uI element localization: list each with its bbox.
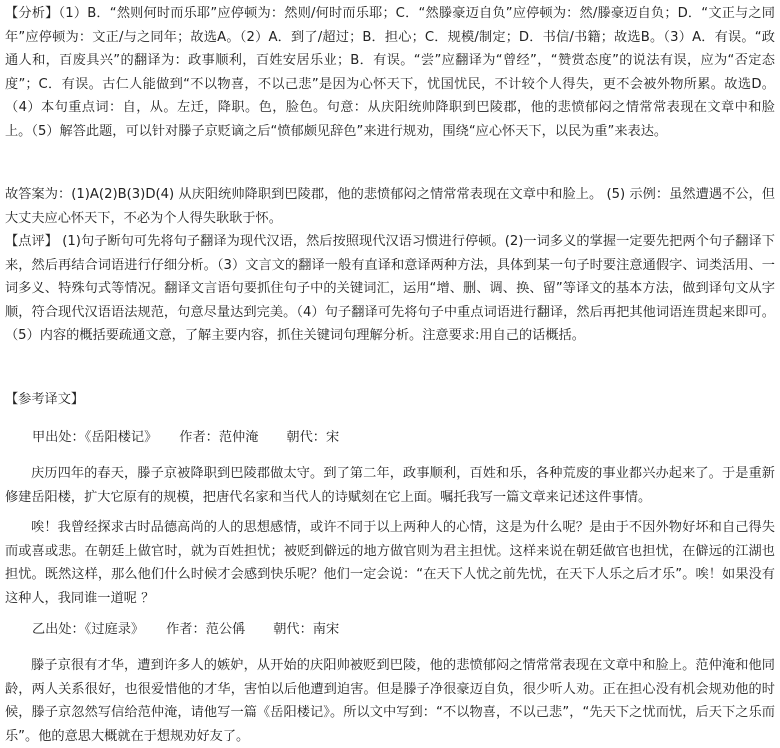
jia-paragraph-2: 唉！我曾经探求古时品德高尚的人的思想感情，或许不同于以上两种人的心情，这是为什么呢？是由于不因外物好坏和自己得失而或喜或悲。在朝廷上做官时，就为百姓担忧；被贬到僻远的地方做官则为君主担忧。这样来说在朝廷做官也担忧，在僻远的江湖也担忧。既然这样，那么他们什么时候才会感到快乐呢？他们一定会说：“在天下人忧之前先忧，在天下人乐之后才乐”。唉！如果没有这种人，我同谁一道呢 ？ xyxy=(5,520,775,606)
yi-source: 乙出处：《过庭录》 xyxy=(32,622,145,637)
yi-dynasty: 朝代：南宋 xyxy=(273,622,340,637)
comment-paragraph: 【点评】 (1)句子断句可先将句子翻译为现代汉语，然后按照现代汉语习惯进行停顿。(2)一词多义的掌握一定要先把两个句子翻译下来，然后再结合词语进行仔细分析。（3）文言文的翻译一般有直译和意译两种方法，具体到某一句子时要注意通假字、词类活用、一词多义、特殊句式等情况。翻译文言语句要抓住句子中的关键词汇，运用“增、删、调、换、留”等译文的基本方法，做到译句文从字顺，符合现代汉语语法规范，句意尽量达到完美。（4）句子翻译可先将句子中重点词语进行翻译，然后再把其他词语连贯起来即可。（5）内容的概括要疏通文意，了解主要内容，抓住关键词句理解分析。注意要求:用自己的话概括。 xyxy=(5,234,775,343)
yi-source-line xyxy=(32,618,772,642)
jia-author: 作者：范仲淹 xyxy=(179,430,259,445)
answer-paragraph: 故答案为：(1)A(2)B(3)D(4) 从庆阳统帅降职到巴陵郡，他的悲愤郁闷之情常常表现在文章中和脸上。 (5) 示例：虽然遭遇不公，但大丈夫应心怀天下，不必为个人得失耿耿于怀。 xyxy=(5,187,775,226)
yi-paragraph-1: 滕子京很有才华，遭到许多人的嫉妒，从开始的庆阳帅被贬到巴陵，他的悲愤郁闷之情常常表现在文章中和脸上。范仲淹和他同龄，两人关系很好，也很爱惜他的才华，害怕以后他遭到迫害。但是滕子净很豪迈自负，很少听人劝。正在担心没有机会规劝他的时候，滕子京忽然写信给范仲淹，请他写一篇《岳阳楼记》。所以文中写到：“不以物喜，不以己悲”，“先天下之忧而忧，后天下之乐而乐”。他的意思大概就在于想规劝好友了。 xyxy=(5,658,775,744)
reference-heading: 【参考译文】 xyxy=(5,392,85,407)
analysis-paragraph: 【分析】（1）B．“然则何时而乐耶”应停顿为：然则/何时而乐耶；C．“然滕豪迈自负”应停顿为：然/滕豪迈自负；D．“文正与之同年”应停顿为：文正/与之同年；故选A。（2）A．到了/超过；B．担心；C．规模/制定；D．书信/书籍；故选B。（3）A．有误。“政通人和，百废具兴”的翻译为：政事顺利，百姓安居乐业；B．有误。“尝”应翻译为“曾经”，“赞赏态度”的说法有误，应为“否定态度”；C．有误。古仁人能做到“不以物喜，不以己悲”是因为心怀天下，忧国忧民，不计较个人得失，更不会被外物所累。故选D。（4）本句重点词：自，从。左迁，降职。色，脸色。句意：从庆阳统帅降职到巴陵郡，他的悲愤郁闷之情常常表现在文章中和脸上。（5）解答此题，可以针对滕子京贬谪之后“愤郁颇见辞色”来进行规劝，围绕“应心怀天下，以民为重”来表达。 xyxy=(5,6,775,139)
yi-author: 作者：范公偁 xyxy=(166,622,246,637)
jia-paragraph-1: 庆历四年的春天，滕子京被降职到巴陵郡做太守。到了第二年，政事顺利，百姓和乐，各种荒废的事业都兴办起来了。于是重新修建岳阳楼，扩大它原有的规模，把唐代名家和当代人的诗赋刻在它上面。嘱托我写一篇文章来记述这件事情。 xyxy=(5,466,775,505)
jia-source: 甲出处：《岳阳楼记》 xyxy=(32,430,158,445)
jia-dynasty: 朝代：宋 xyxy=(286,430,340,445)
jia-source-line xyxy=(32,426,772,450)
